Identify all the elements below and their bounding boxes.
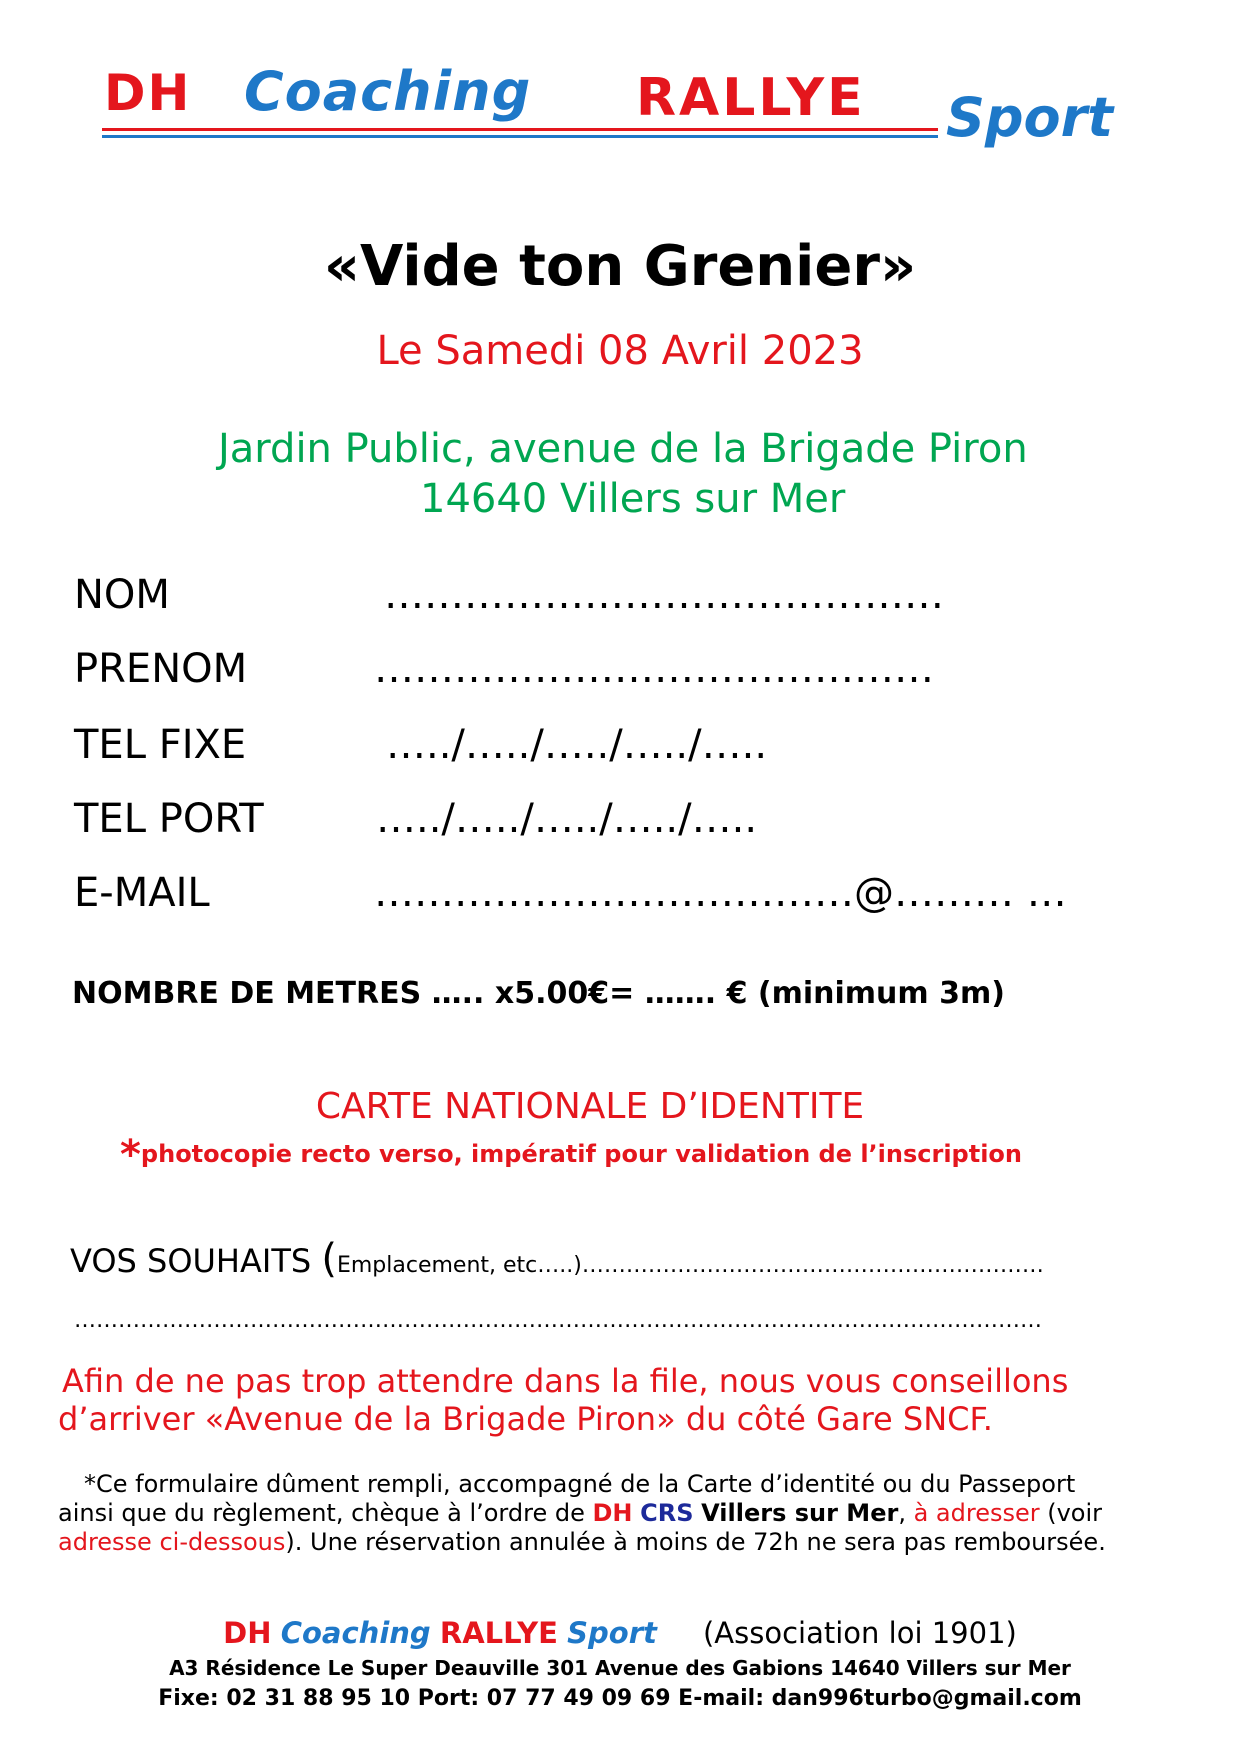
- advice-line1: Afin de ne pas trop attendre dans la file, nous vous conseillons: [62, 1362, 1069, 1400]
- footer-dh: DH: [223, 1616, 272, 1650]
- page-title: «Vide ton Grenier»: [323, 234, 917, 299]
- logo-rallye: RALLYE: [636, 68, 866, 128]
- wishes-field[interactable]: [70, 1236, 1044, 1282]
- field-prenom[interactable]: ……………………………………: [374, 646, 934, 692]
- footer-coaching: Coaching: [280, 1616, 431, 1650]
- field-label-tel-port: TEL PORT: [74, 796, 264, 842]
- notice-line2: [58, 1499, 1102, 1527]
- field-nom[interactable]: ……………………………………: [384, 572, 944, 618]
- notice-crs: CRS: [640, 1499, 694, 1527]
- field-email[interactable]: ………………………………@……… …: [374, 870, 1067, 916]
- notice-line1: *Ce formulaire dûment rempli, accompagné de la Carte d’identité ou du Passeport: [84, 1470, 1076, 1498]
- logo-underline-red: [102, 128, 938, 131]
- field-label-tel-fixe: TEL FIXE: [74, 722, 247, 768]
- notice-adresser: à adresser: [913, 1499, 1040, 1527]
- event-address-line1: Jardin Public, avenue de la Brigade Piron: [218, 426, 1028, 472]
- logo-dh: DH: [104, 64, 192, 122]
- field-label-email: E-MAIL: [74, 870, 210, 916]
- footer-address: A3 Résidence Le Super Deauville 301 Avenue des Gabions 14640 Villers sur Mer: [169, 1656, 1071, 1680]
- notice-sep: ,: [898, 1499, 914, 1527]
- footer-org: [0, 1616, 1240, 1650]
- field-tel-port[interactable]: …../…../…../…../…..: [376, 796, 758, 842]
- logo-underline-blue: [102, 135, 938, 138]
- wishes-label: VOS SOUHAITS: [70, 1242, 322, 1280]
- wishes-hint: Emplacement, etc…..)………………………………………………………: [336, 1253, 1044, 1278]
- identity-card-title: CARTE NATIONALE D’IDENTITE: [315, 1086, 865, 1127]
- notice-line3-text: ). Une réservation annulée à moins de 72h ne sera pas remboursée.: [285, 1528, 1106, 1556]
- notice-text: ainsi que du règlement, chèque à l’ordre de: [58, 1499, 593, 1527]
- event-address-line2: 14640 Villers sur Mer: [420, 476, 846, 522]
- footer-sport: Sport: [567, 1616, 657, 1650]
- event-date: Le Samedi 08 Avril 2023: [376, 328, 864, 374]
- notice-line3: [58, 1528, 1106, 1556]
- logo-sport: Sport: [946, 86, 1114, 149]
- field-label-nom: NOM: [74, 572, 170, 618]
- advice-line2: d’arriver «Avenue de la Brigade Piron» du côté Gare SNCF.: [58, 1400, 993, 1438]
- notice-villers: Villers sur Mer: [701, 1499, 899, 1527]
- footer-association: (Association loi 1901): [702, 1616, 1017, 1650]
- notice-adresse-link: adresse ci-dessous: [58, 1528, 286, 1556]
- footer-contact: Fixe: 02 31 88 95 10 Port: 07 77 49 09 69 E-mail: dan996turbo@gmail.com: [158, 1686, 1082, 1711]
- asterisk: *: [120, 1132, 141, 1178]
- notice-voir: (voir: [1039, 1499, 1103, 1527]
- metres-line: NOMBRE DE METRES ….. x5.00€= ……. € (minimum 3m): [72, 976, 1005, 1011]
- wishes-extra-line[interactable]: ……………………………………………………………………………………………………………………: [74, 1308, 1042, 1333]
- logo-coaching: Coaching: [244, 60, 532, 123]
- footer-rallye: RALLYE: [439, 1616, 558, 1650]
- identity-card-note: [120, 1132, 1022, 1178]
- field-label-prenom: PRENOM: [74, 646, 248, 692]
- notice-dh: DH: [592, 1499, 633, 1527]
- field-tel-fixe[interactable]: …../…../…../…../…..: [386, 722, 768, 768]
- wishes-paren: (: [321, 1236, 337, 1282]
- identity-note-text: photocopie recto verso, impératif pour validation de l’inscription: [140, 1140, 1023, 1168]
